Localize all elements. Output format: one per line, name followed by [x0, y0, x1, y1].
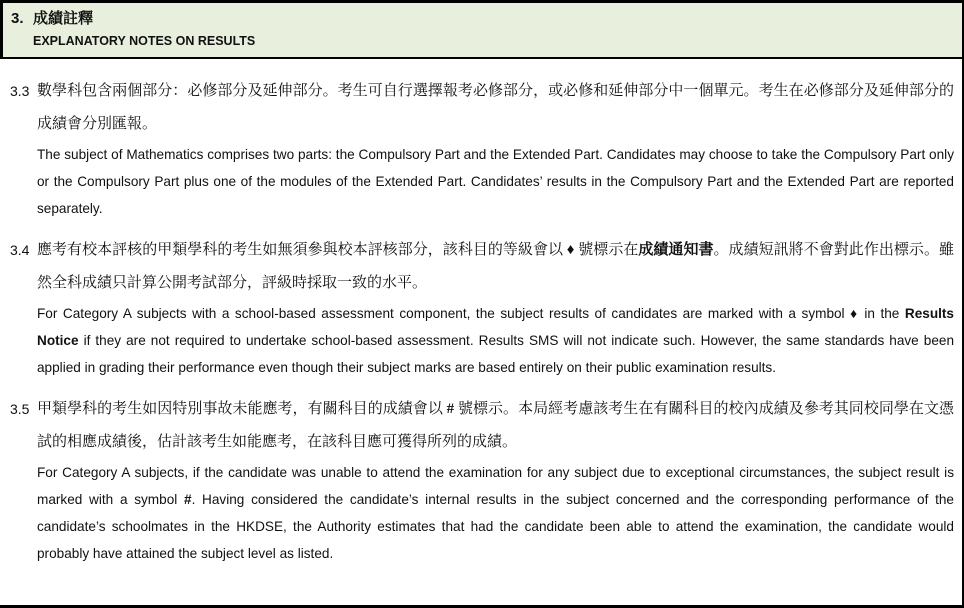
paragraph-text: 應考有校本評核的甲類學科的考生如無須參與校本評核部分，該科目的等級會以 ♦ 號標示在 — [37, 242, 639, 258]
section-header-band — [0, 0, 964, 59]
paragraph-text: The subject of Mathematics comprises two parts: the Compulsory Part and the Extended Part. Candidates may choose to take the Compulsory Part only or the Compulsory Part plus one of the modules of the Extended Part. Candidates’ results in the Compulsory Part and the Extended Part are reported separately. — [37, 147, 954, 216]
section-3-3-english-paragraph — [10, 141, 954, 222]
header-number: 3. — [11, 10, 24, 27]
section-3-5-english-paragraph — [10, 459, 954, 567]
section-number: 3.4 — [10, 242, 30, 258]
section-3-3-chinese-paragraph — [10, 75, 954, 141]
section-number: 3.3 — [10, 83, 30, 99]
section-3-3 — [10, 75, 954, 222]
header-title-zh-line — [11, 8, 954, 30]
section-3-4-english-paragraph — [10, 300, 954, 381]
header-title-zh: 成績註釋 — [33, 10, 94, 27]
paragraph-text: . Having considered the candidate’s internal results in the subject concerned and the corresponding performance of the candidate’s schoolmates in the HKDSE, the Authority estimates that had the candidate been able to attend the examination, the candidate would probably have attained the subject level as listed. — [37, 492, 954, 561]
section-3-5-chinese-paragraph — [10, 393, 954, 459]
paragraph-text: 號標示。本局經考慮該考生在有關科目的校內成績及參考其同校同學在文憑試的相應成績後，估計該考生如能應考，在該科目應可獲得所列的成績。 — [37, 401, 954, 450]
section-3-5 — [10, 393, 954, 567]
document-body — [0, 59, 964, 608]
section-3-4 — [10, 234, 954, 381]
paragraph-text: 。成績短訊將不會對此作出標示。雖然全科成績只計算公開考試部分，評級時採取一致的水平。 — [37, 242, 954, 291]
bold-results-notice-en: Results Notice — [37, 306, 954, 348]
header-title-en: EXPLANATORY NOTES ON RESULTS — [33, 34, 256, 48]
bold-hash-symbol-en: # — [184, 492, 192, 507]
paragraph-text: 數學科包含兩個部分：必修部分及延伸部分。考生可自行選擇報考必修部分，或必修和延伸部分中一個單元。考生在必修部分及延伸部分的成績會分別匯報。 — [37, 83, 954, 132]
bold-hash-symbol-zh: # — [446, 401, 455, 417]
paragraph-text: For Category A subjects, if the candidate was unable to attend the examination for any subject due to exceptional circumstances, the subject result is marked with a symbol — [37, 465, 954, 507]
section-number: 3.5 — [10, 401, 30, 417]
bold-results-notice-zh: 成績通知書 — [638, 242, 714, 258]
paragraph-text: if they are not required to undertake school-based assessment. Results SMS will not indicate such. However, the same standards have been applied in grading their performance even though their subject marks are based entirely on their public examination results. — [37, 333, 954, 375]
paragraph-text: 甲類學科的考生如因特別事故未能應考，有關科目的成績會以 — [37, 401, 447, 417]
section-3-4-chinese-paragraph — [10, 234, 954, 300]
paragraph-text: For Category A subjects with a school-based assessment component, the subject results of candidates are marked with a symbol ♦ in the — [37, 306, 905, 321]
